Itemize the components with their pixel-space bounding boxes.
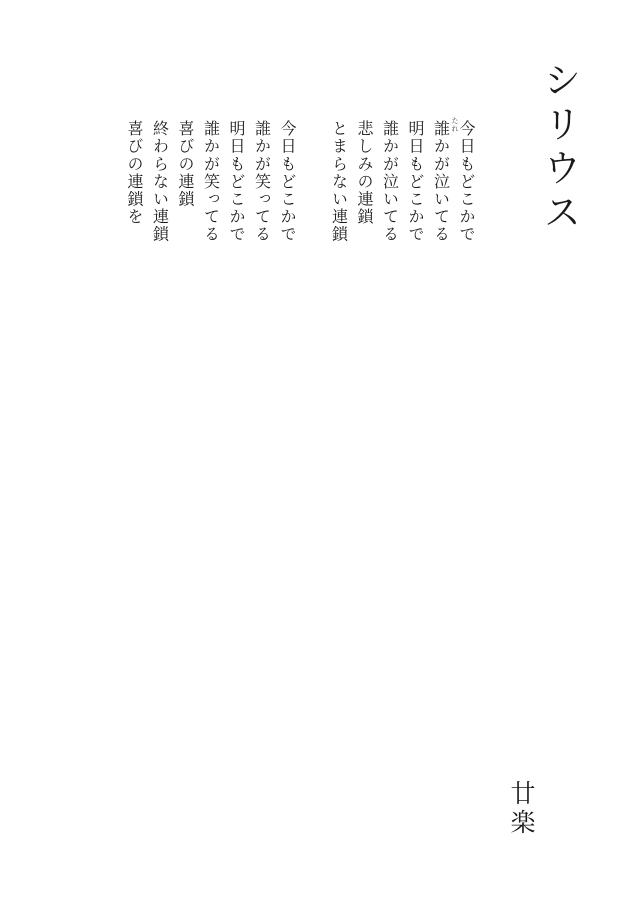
- poem-line: 終わらない連鎖: [150, 120, 170, 244]
- poem-line: とまらない連鎖: [329, 120, 349, 244]
- poem-line: 誰かが泣いてる: [380, 120, 400, 244]
- poem-line: 今日もどこかで: [457, 120, 476, 244]
- poem-line: 誰かが泣いてる: [431, 120, 451, 244]
- poem-line: 今日もどこかで: [278, 120, 297, 244]
- furigana-ruby: たれ: [451, 117, 459, 133]
- poem-line: 誰かが笑ってる: [201, 120, 221, 244]
- poem-line: 喜びの連鎖を: [125, 120, 144, 226]
- poem-line: 悲しみの連鎖: [355, 120, 374, 226]
- poem-line: 喜びの連鎖: [176, 120, 195, 208]
- author-name: 廿楽: [507, 780, 536, 838]
- poem-line: 誰かが笑ってる: [252, 120, 272, 244]
- poem-title: シリウス: [537, 60, 581, 236]
- stanza-1: [321, 120, 474, 380]
- poem-line: 明日もどこかで: [227, 120, 246, 244]
- poem-body: [117, 120, 475, 380]
- stanza-2: [117, 120, 296, 380]
- stanza-gap: [295, 120, 321, 380]
- poem-line: 明日もどこかで: [406, 120, 425, 244]
